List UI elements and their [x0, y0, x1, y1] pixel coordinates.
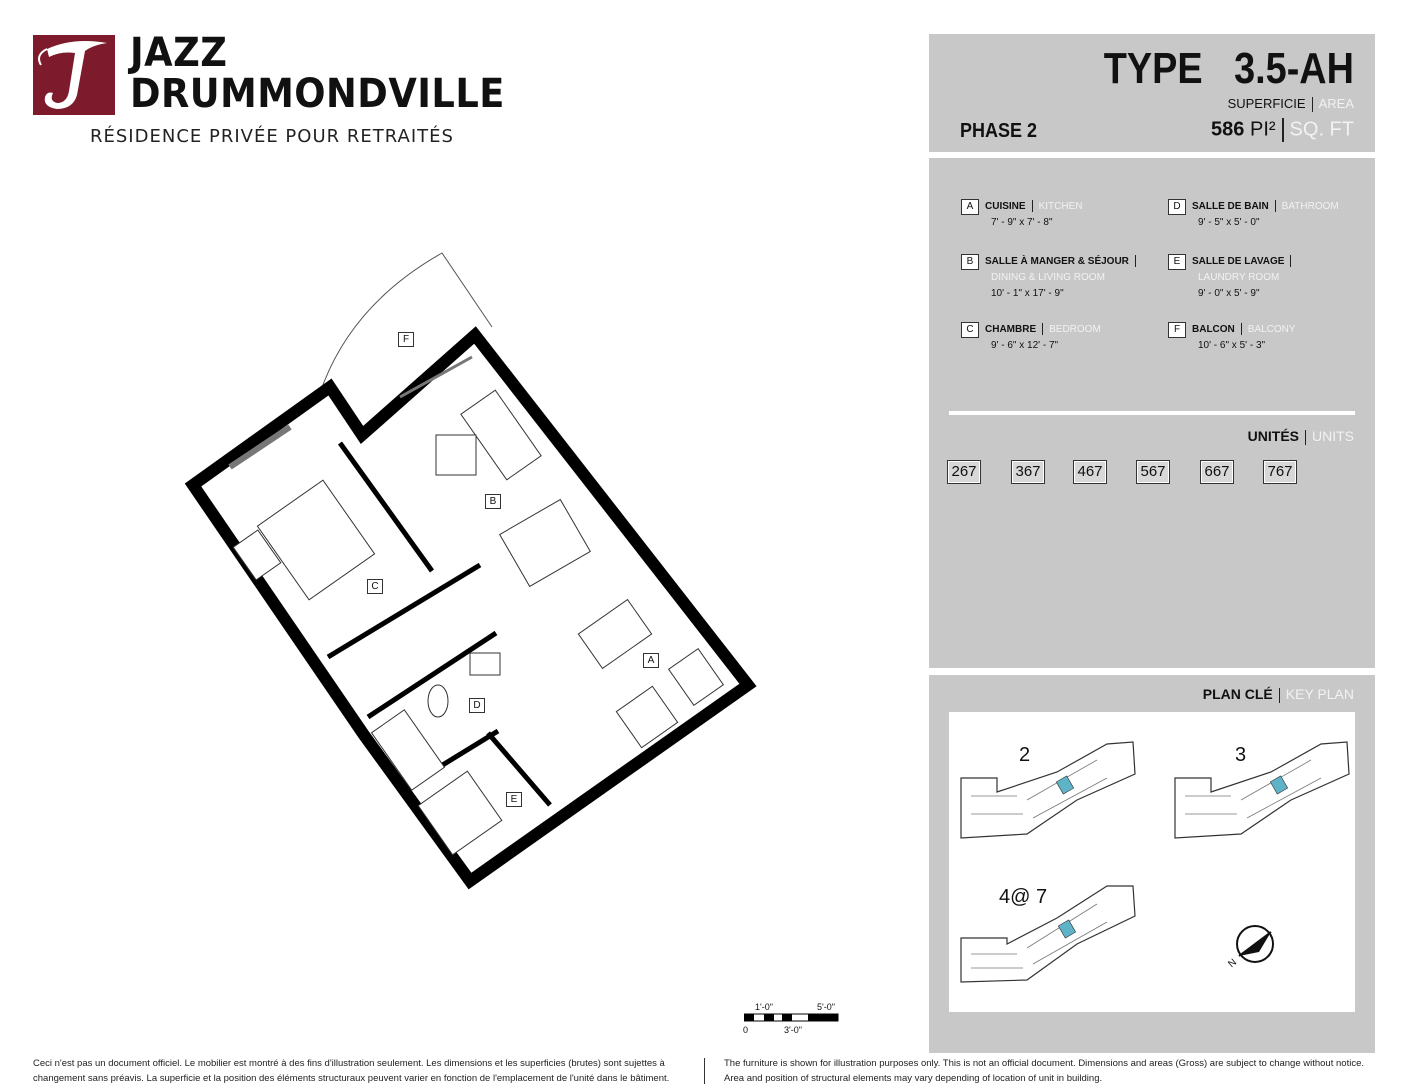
- room-dimensions: 9' - 5" x 5' - 0": [1198, 217, 1260, 228]
- room-name-en: BEDROOM: [1049, 324, 1101, 335]
- room-name-fr: SALLE À MANGER & SÉJOUR: [985, 256, 1129, 267]
- room-d: [1168, 199, 1358, 231]
- key-plan-drawing: [949, 712, 1355, 1012]
- unit-number: 667: [1200, 460, 1234, 484]
- brand-tagline: RÉSIDENCE PRIVÉE POUR RETRAITÉS: [90, 126, 454, 147]
- key-plan-heading-fr: PLAN CLÉ: [1202, 686, 1273, 702]
- key-plan-floor-4-7: [957, 878, 1137, 988]
- unit-number: 467: [1073, 460, 1107, 484]
- plan-tag-e: E: [506, 792, 522, 807]
- units-heading-fr: UNITÉS: [1247, 428, 1299, 444]
- toilet: [428, 685, 448, 717]
- room-name-fr: BALCON: [1192, 324, 1235, 335]
- room-name-fr: CUISINE: [985, 201, 1026, 212]
- room-key: D: [1168, 199, 1186, 215]
- floor-label-4-7: 4@ 7: [999, 886, 1048, 908]
- washer-dryer: [418, 771, 502, 855]
- floor-label-2: 2: [1019, 744, 1031, 766]
- bed: [257, 480, 374, 600]
- room-name-en: BATHROOM: [1281, 201, 1339, 212]
- unit-number: 767: [1263, 460, 1297, 484]
- room-dimensions: 10' - 6" x 5' - 3": [1198, 340, 1266, 351]
- room-c: [961, 322, 1161, 354]
- fridge: [669, 649, 724, 706]
- coffee-table: [436, 435, 476, 475]
- section-divider: [949, 411, 1355, 415]
- key-plan-heading: [1203, 686, 1354, 703]
- room-name-en: BALCONY: [1247, 324, 1296, 335]
- plan-tag-d: D: [469, 698, 485, 713]
- room-dimensions: 9' - 0" x 5' - 9": [1198, 288, 1260, 299]
- floor-label-3: 3: [1235, 744, 1247, 766]
- dining-table: [500, 500, 591, 587]
- plan-tag-f: F: [398, 332, 414, 347]
- scale-bottom-left: 0: [743, 1025, 749, 1035]
- disclaimer-en-line2: Area and position of structural elements may vary depending of location of unit in building.: [724, 1073, 1103, 1084]
- units-heading-en: UNITS: [1312, 428, 1354, 444]
- room-name-en: LAUNDRY ROOM: [1198, 272, 1280, 283]
- units-heading: [1248, 428, 1354, 445]
- unit-number: 267: [947, 460, 981, 484]
- room-e: [1168, 254, 1358, 302]
- room-a: [961, 199, 1161, 231]
- unit-number: 567: [1136, 460, 1170, 484]
- area-label-fr: SUPERFICIE: [1227, 96, 1306, 111]
- wall-bedroom-bath: [328, 565, 480, 657]
- kitchen-sink: [578, 600, 651, 669]
- area-number: 586: [1211, 118, 1245, 141]
- area-unit-en: SQ. FT: [1289, 118, 1354, 141]
- area-label-en: AREA: [1318, 96, 1354, 111]
- plan-tag-a: A: [643, 653, 659, 668]
- room-f: [1168, 322, 1358, 354]
- room-key: B: [961, 254, 979, 270]
- north-label: N: [1226, 956, 1239, 971]
- area-unit-fr: PI²: [1249, 118, 1276, 141]
- disclaimer-fr: [33, 1056, 693, 1086]
- key-plan-floor-2: [957, 738, 1137, 848]
- room-name-en: KITCHEN: [1038, 201, 1083, 212]
- key-plan-floor-3: [1171, 738, 1351, 848]
- room-dimensions: 7' - 9" x 7' - 8": [991, 217, 1053, 228]
- disclaimer-fr-line2: changement sans préavis. La superficie et la position des éléments structuraux peuvent varier en fonction de l'emplacement de l'unité dans le bâtiment.: [33, 1073, 670, 1084]
- brand-name-line1: JAZZ: [130, 30, 228, 76]
- brand-name: [130, 30, 505, 117]
- room-b: [961, 254, 1161, 302]
- scale-top-right: 5'-0": [817, 1002, 835, 1012]
- room-key: E: [1168, 254, 1186, 270]
- plan-tag-c: C: [367, 579, 383, 594]
- room-key: F: [1168, 322, 1186, 338]
- room-dimensions: 10' - 1" x 17' - 9": [991, 288, 1064, 299]
- room-name-fr: SALLE DE LAVAGE: [1192, 256, 1285, 267]
- disclaimer-fr-line1: Ceci n'est pas un document officiel. Le mobilier est montré à des fins d'illustration seulement. Les dimensions et les superficies (brutes) sont sujettes à: [33, 1058, 665, 1069]
- bathroom-sink: [470, 653, 500, 675]
- scale-top-left: 1'-0": [755, 1002, 773, 1012]
- disclaimer-en: [724, 1056, 1384, 1086]
- room-dimensions: 9' - 6" x 12' - 7": [991, 340, 1059, 351]
- unit-number: 367: [1011, 460, 1045, 484]
- scale-bottom-mid: 3'-0": [784, 1025, 802, 1035]
- floor-plan: [180, 245, 760, 895]
- room-key: A: [961, 199, 979, 215]
- unit-type-title: TYPE 3.5-AH: [1103, 44, 1354, 93]
- balcony-outline: [320, 253, 492, 393]
- area-label: [1228, 96, 1354, 112]
- key-plan-heading-en: KEY PLAN: [1285, 686, 1354, 702]
- plan-tag-b: B: [485, 494, 501, 509]
- disclaimer-en-line1: The furniture is shown for illustration purposes only. This is not an official document. Dimensions and areas (Gross) are subject to change without notice.: [724, 1058, 1364, 1069]
- brand-logo: [33, 35, 115, 115]
- room-name-en: DINING & LIVING ROOM: [991, 272, 1105, 283]
- brand-name-line2: DRUMMONDVILLE: [130, 71, 505, 117]
- logo-emblem: [33, 35, 115, 115]
- room-name-fr: SALLE DE BAIN: [1192, 201, 1269, 212]
- room-key: C: [961, 322, 979, 338]
- phase-label: PHASE 2: [960, 120, 1038, 142]
- bathtub: [372, 710, 445, 790]
- room-name-fr: CHAMBRE: [985, 324, 1037, 335]
- footer-divider: [704, 1058, 705, 1084]
- scale-bar: [744, 1013, 840, 1023]
- area-value: [1211, 118, 1354, 142]
